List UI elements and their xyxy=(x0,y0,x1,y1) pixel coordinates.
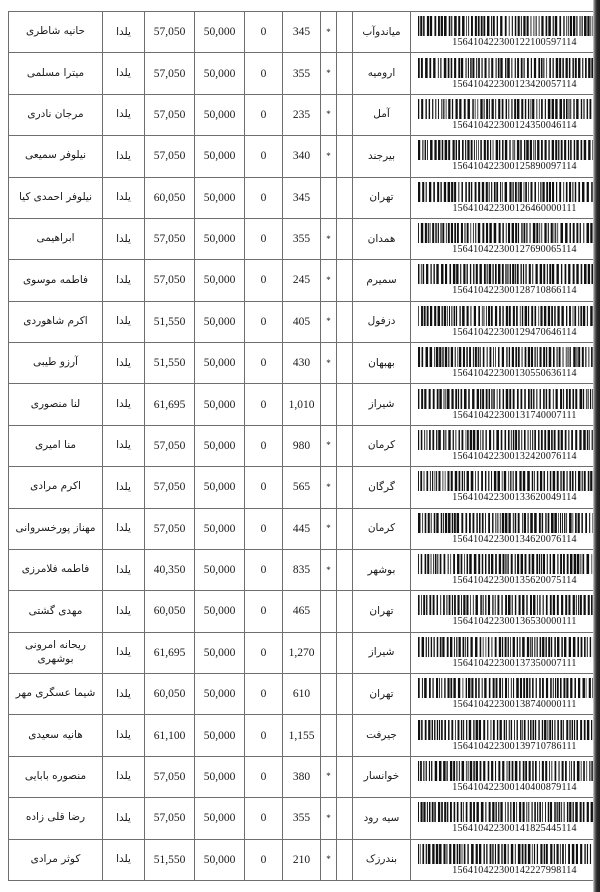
barcode-number: 156410422300130550636114 xyxy=(452,368,577,380)
barcode-number: 156410422300134620076114 xyxy=(452,533,577,545)
barcode-bars xyxy=(417,223,600,243)
discount-cell: 0 xyxy=(245,756,283,797)
brand-cell: یلدا xyxy=(103,177,145,218)
amount-primary-cell: 51,550 xyxy=(145,343,195,384)
quantity-cell: 445 xyxy=(283,508,321,549)
amount-primary-cell: 57,050 xyxy=(145,12,195,53)
amount-primary-cell: 57,050 xyxy=(145,53,195,94)
barcode-bars xyxy=(417,16,600,36)
barcode-bars xyxy=(417,678,600,698)
flag-asterisk-cell xyxy=(321,384,337,425)
amount-primary-cell: 61,100 xyxy=(145,715,195,756)
recipient-name-cell: اکرم شاهوردی xyxy=(9,301,103,342)
barcode-cell xyxy=(411,591,600,632)
quantity-cell: 565 xyxy=(283,467,321,508)
flag-asterisk-cell: * xyxy=(321,343,337,384)
brand-cell: یلدا xyxy=(103,508,145,549)
amount-primary-cell: 57,050 xyxy=(145,136,195,177)
barcode xyxy=(411,637,600,669)
discount-cell: 0 xyxy=(245,136,283,177)
barcode-cell xyxy=(411,301,600,342)
barcode-bars xyxy=(417,430,600,450)
barcode-number: 156410422300139710786111 xyxy=(452,740,577,752)
barcode-bars xyxy=(417,844,600,864)
flag-asterisk-cell: * xyxy=(321,53,337,94)
amount-secondary-cell: 50,000 xyxy=(195,467,245,508)
flag-asterisk-cell: * xyxy=(321,798,337,839)
flag-asterisk-cell: * xyxy=(321,839,337,880)
city-cell: بیرجند xyxy=(353,136,411,177)
city-cell: بوشهر xyxy=(353,549,411,590)
table-row[interactable] xyxy=(9,715,600,756)
blank-cell xyxy=(337,508,353,549)
quantity-cell: 380 xyxy=(283,756,321,797)
city-cell: بندرزک xyxy=(353,839,411,880)
barcode-number: 156410422300128710866114 xyxy=(452,285,577,297)
discount-cell: 0 xyxy=(245,715,283,756)
recipient-name-cell: منصوره بابایی xyxy=(9,756,103,797)
flag-asterisk-cell: * xyxy=(321,425,337,466)
table-row[interactable] xyxy=(9,549,600,590)
barcode-cell xyxy=(411,53,600,94)
barcode xyxy=(411,223,600,255)
table-row[interactable] xyxy=(9,674,600,715)
barcode-number: 156410422300138740000111 xyxy=(452,699,577,711)
table-row[interactable] xyxy=(9,508,600,549)
barcode-number: 156410422300140400879114 xyxy=(452,781,577,793)
flag-asterisk-cell xyxy=(321,177,337,218)
city-cell: آمل xyxy=(353,94,411,135)
manifest-table xyxy=(8,11,600,881)
blank-cell xyxy=(337,53,353,94)
page-edge-shadow xyxy=(593,0,600,892)
barcode xyxy=(411,720,600,752)
barcode-number: 156410422300132420076114 xyxy=(452,450,577,462)
discount-cell: 0 xyxy=(245,218,283,259)
brand-cell: یلدا xyxy=(103,798,145,839)
blank-cell xyxy=(337,591,353,632)
amount-primary-cell: 57,050 xyxy=(145,508,195,549)
barcode-bars xyxy=(417,58,600,78)
flag-asterisk-cell: * xyxy=(321,136,337,177)
amount-primary-cell: 60,050 xyxy=(145,177,195,218)
recipient-name-cell: ریحانه امرونی بوشهری xyxy=(9,632,103,673)
quantity-cell: 405 xyxy=(283,301,321,342)
barcode-number: 156410422300125890097114 xyxy=(452,161,577,173)
discount-cell: 0 xyxy=(245,177,283,218)
recipient-name-cell: میترا مسلمی xyxy=(9,53,103,94)
barcode xyxy=(411,182,600,214)
quantity-cell: 355 xyxy=(283,798,321,839)
discount-cell: 0 xyxy=(245,674,283,715)
amount-primary-cell: 51,550 xyxy=(145,301,195,342)
barcode-number: 156410422300137350007111 xyxy=(452,657,577,669)
amount-secondary-cell: 50,000 xyxy=(195,136,245,177)
blank-cell xyxy=(337,177,353,218)
barcode xyxy=(411,802,600,834)
table-row[interactable] xyxy=(9,343,600,384)
discount-cell: 0 xyxy=(245,94,283,135)
blank-cell xyxy=(337,12,353,53)
recipient-name-cell: مهناز پورخسروانی xyxy=(9,508,103,549)
city-cell: خوانسار xyxy=(353,756,411,797)
discount-cell: 0 xyxy=(245,591,283,632)
quantity-cell: 340 xyxy=(283,136,321,177)
barcode xyxy=(411,389,600,421)
flag-asterisk-cell xyxy=(321,591,337,632)
city-cell: گرگان xyxy=(353,467,411,508)
brand-cell: یلدا xyxy=(103,425,145,466)
table-row[interactable] xyxy=(9,218,600,259)
quantity-cell: 1,010 xyxy=(283,384,321,425)
amount-secondary-cell: 50,000 xyxy=(195,425,245,466)
barcode-cell xyxy=(411,12,600,53)
barcode-bars xyxy=(417,761,600,781)
discount-cell: 0 xyxy=(245,425,283,466)
quantity-cell: 610 xyxy=(283,674,321,715)
amount-primary-cell: 57,050 xyxy=(145,756,195,797)
recipient-name-cell: هانیه سعیدی xyxy=(9,715,103,756)
city-cell: تهران xyxy=(353,674,411,715)
quantity-cell: 1,270 xyxy=(283,632,321,673)
amount-primary-cell: 57,050 xyxy=(145,218,195,259)
barcode xyxy=(411,513,600,545)
barcode-cell xyxy=(411,839,600,880)
barcode-bars xyxy=(417,554,600,574)
amount-secondary-cell: 50,000 xyxy=(195,798,245,839)
amount-primary-cell: 57,050 xyxy=(145,94,195,135)
barcode-number: 156410422300122100597114 xyxy=(452,37,577,49)
barcode-cell xyxy=(411,715,600,756)
recipient-name-cell: مهدی گشتی xyxy=(9,591,103,632)
barcode-cell xyxy=(411,798,600,839)
flag-asterisk-cell: * xyxy=(321,218,337,259)
quantity-cell: 210 xyxy=(283,839,321,880)
recipient-name-cell: ابراهیمی xyxy=(9,218,103,259)
brand-cell: یلدا xyxy=(103,591,145,632)
brand-cell: یلدا xyxy=(103,260,145,301)
amount-secondary-cell: 50,000 xyxy=(195,674,245,715)
recipient-name-cell: فاطمه موسوی xyxy=(9,260,103,301)
barcode-number: 156410422300126460000111 xyxy=(452,202,577,214)
flag-asterisk-cell: * xyxy=(321,508,337,549)
flag-asterisk-cell: * xyxy=(321,467,337,508)
recipient-name-cell: منا امیری xyxy=(9,425,103,466)
amount-secondary-cell: 50,000 xyxy=(195,384,245,425)
discount-cell: 0 xyxy=(245,12,283,53)
discount-cell: 0 xyxy=(245,508,283,549)
recipient-name-cell: اکرم مرادی xyxy=(9,467,103,508)
barcode-bars xyxy=(417,389,600,409)
quantity-cell: 980 xyxy=(283,425,321,466)
city-cell: جیرفت xyxy=(353,715,411,756)
blank-cell xyxy=(337,715,353,756)
barcode-bars xyxy=(417,99,600,119)
table-row[interactable] xyxy=(9,12,600,53)
barcode-bars xyxy=(417,637,600,657)
amount-secondary-cell: 50,000 xyxy=(195,177,245,218)
brand-cell: یلدا xyxy=(103,343,145,384)
blank-cell xyxy=(337,260,353,301)
barcode-bars xyxy=(417,802,600,822)
blank-cell xyxy=(337,632,353,673)
barcode-cell xyxy=(411,136,600,177)
barcode-bars xyxy=(417,182,600,202)
quantity-cell: 835 xyxy=(283,549,321,590)
brand-cell: یلدا xyxy=(103,53,145,94)
barcode xyxy=(411,16,600,48)
amount-primary-cell: 40,350 xyxy=(145,549,195,590)
blank-cell xyxy=(337,467,353,508)
barcode-cell xyxy=(411,343,600,384)
barcode xyxy=(411,471,600,503)
barcode-cell xyxy=(411,756,600,797)
amount-secondary-cell: 50,000 xyxy=(195,632,245,673)
barcode-number: 156410422300123420057114 xyxy=(452,78,577,90)
manifest-body xyxy=(9,12,600,881)
barcode-bars xyxy=(417,347,600,367)
barcode xyxy=(411,844,600,876)
barcode-number: 156410422300127690065114 xyxy=(452,244,577,256)
discount-cell: 0 xyxy=(245,301,283,342)
barcode-cell xyxy=(411,260,600,301)
discount-cell: 0 xyxy=(245,467,283,508)
brand-cell: یلدا xyxy=(103,301,145,342)
barcode-cell xyxy=(411,94,600,135)
discount-cell: 0 xyxy=(245,798,283,839)
barcode-cell xyxy=(411,674,600,715)
amount-secondary-cell: 50,000 xyxy=(195,343,245,384)
barcode-cell xyxy=(411,467,600,508)
barcode xyxy=(411,58,600,90)
barcode xyxy=(411,678,600,710)
city-cell: تهران xyxy=(353,591,411,632)
blank-cell xyxy=(337,218,353,259)
amount-secondary-cell: 50,000 xyxy=(195,715,245,756)
amount-secondary-cell: 50,000 xyxy=(195,756,245,797)
table-row[interactable] xyxy=(9,839,600,880)
table-row[interactable] xyxy=(9,136,600,177)
table-row[interactable] xyxy=(9,177,600,218)
amount-primary-cell: 60,050 xyxy=(145,674,195,715)
recipient-name-cell: نیلوفر احمدی کیا xyxy=(9,177,103,218)
barcode-number: 156410422300131740007111 xyxy=(452,409,577,421)
brand-cell: یلدا xyxy=(103,218,145,259)
amount-secondary-cell: 50,000 xyxy=(195,260,245,301)
table-row[interactable] xyxy=(9,260,600,301)
recipient-name-cell: لنا منصوری xyxy=(9,384,103,425)
brand-cell: یلدا xyxy=(103,467,145,508)
recipient-name-cell: فاطمه فلامرزی xyxy=(9,549,103,590)
brand-cell: یلدا xyxy=(103,136,145,177)
barcode-cell xyxy=(411,508,600,549)
city-cell: دزفول xyxy=(353,301,411,342)
barcode-number: 156410422300124350046114 xyxy=(452,119,577,131)
barcode-number: 156410422300135620075114 xyxy=(452,575,577,587)
barcode xyxy=(411,140,600,172)
flag-asterisk-cell: * xyxy=(321,12,337,53)
quantity-cell: 345 xyxy=(283,12,321,53)
barcode xyxy=(411,347,600,379)
discount-cell: 0 xyxy=(245,343,283,384)
recipient-name-cell: حانیه شاطری xyxy=(9,12,103,53)
discount-cell: 0 xyxy=(245,632,283,673)
table-row[interactable] xyxy=(9,798,600,839)
city-cell: تهران xyxy=(353,177,411,218)
discount-cell: 0 xyxy=(245,384,283,425)
blank-cell xyxy=(337,301,353,342)
blank-cell xyxy=(337,136,353,177)
recipient-name-cell: نیلوفر سمیعی xyxy=(9,136,103,177)
brand-cell: یلدا xyxy=(103,756,145,797)
amount-secondary-cell: 50,000 xyxy=(195,508,245,549)
flag-asterisk-cell xyxy=(321,632,337,673)
city-cell: شیراز xyxy=(353,384,411,425)
amount-secondary-cell: 50,000 xyxy=(195,12,245,53)
discount-cell: 0 xyxy=(245,839,283,880)
amount-primary-cell: 61,695 xyxy=(145,384,195,425)
brand-cell: یلدا xyxy=(103,549,145,590)
quantity-cell: 235 xyxy=(283,94,321,135)
flag-asterisk-cell: * xyxy=(321,260,337,301)
blank-cell xyxy=(337,756,353,797)
blank-cell xyxy=(337,343,353,384)
table-row[interactable] xyxy=(9,425,600,466)
barcode-bars xyxy=(417,513,600,533)
barcode-bars xyxy=(417,306,600,326)
recipient-name-cell: رضا قلی زاده xyxy=(9,798,103,839)
barcode xyxy=(411,761,600,793)
city-cell: کرمان xyxy=(353,508,411,549)
barcode xyxy=(411,430,600,462)
barcode-cell xyxy=(411,218,600,259)
blank-cell xyxy=(337,384,353,425)
brand-cell: یلدا xyxy=(103,384,145,425)
amount-primary-cell: 61,695 xyxy=(145,632,195,673)
barcode xyxy=(411,306,600,338)
city-cell: شیراز xyxy=(353,632,411,673)
amount-primary-cell: 57,050 xyxy=(145,425,195,466)
barcode-bars xyxy=(417,264,600,284)
barcode-number: 156410422300129470646114 xyxy=(452,326,577,338)
flag-asterisk-cell: * xyxy=(321,94,337,135)
city-cell: سمیرم xyxy=(353,260,411,301)
quantity-cell: 355 xyxy=(283,53,321,94)
amount-secondary-cell: 50,000 xyxy=(195,218,245,259)
amount-primary-cell: 57,050 xyxy=(145,467,195,508)
barcode-number: 156410422300141825445114 xyxy=(452,823,577,835)
brand-cell: یلدا xyxy=(103,674,145,715)
barcode-cell xyxy=(411,177,600,218)
amount-secondary-cell: 50,000 xyxy=(195,301,245,342)
barcode-bars xyxy=(417,140,600,160)
discount-cell: 0 xyxy=(245,53,283,94)
recipient-name-cell: کوثر مرادی xyxy=(9,839,103,880)
barcode-bars xyxy=(417,471,600,491)
recipient-name-cell: مرجان نادری xyxy=(9,94,103,135)
table-row[interactable] xyxy=(9,301,600,342)
flag-asterisk-cell xyxy=(321,715,337,756)
barcode-bars xyxy=(417,720,600,740)
blank-cell xyxy=(337,425,353,466)
barcode xyxy=(411,99,600,131)
barcode xyxy=(411,264,600,296)
quantity-cell: 1,155 xyxy=(283,715,321,756)
barcode-cell xyxy=(411,425,600,466)
blank-cell xyxy=(337,94,353,135)
table-row[interactable] xyxy=(9,591,600,632)
table-row[interactable] xyxy=(9,756,600,797)
table-row[interactable] xyxy=(9,53,600,94)
barcode-cell xyxy=(411,384,600,425)
amount-secondary-cell: 50,000 xyxy=(195,53,245,94)
blank-cell xyxy=(337,549,353,590)
table-row[interactable] xyxy=(9,384,600,425)
city-cell: بهبهان xyxy=(353,343,411,384)
quantity-cell: 345 xyxy=(283,177,321,218)
barcode-cell xyxy=(411,632,600,673)
barcode xyxy=(411,595,600,627)
brand-cell: یلدا xyxy=(103,715,145,756)
amount-primary-cell: 57,050 xyxy=(145,798,195,839)
barcode-bars xyxy=(417,595,600,615)
city-cell: کرمان xyxy=(353,425,411,466)
brand-cell: یلدا xyxy=(103,94,145,135)
barcode-number: 156410422300142227998114 xyxy=(452,864,577,876)
city-cell: همدان xyxy=(353,218,411,259)
recipient-name-cell: آرزو طیبی xyxy=(9,343,103,384)
barcode xyxy=(411,554,600,586)
amount-secondary-cell: 50,000 xyxy=(195,549,245,590)
amount-primary-cell: 51,550 xyxy=(145,839,195,880)
brand-cell: یلدا xyxy=(103,12,145,53)
table-row[interactable] xyxy=(9,632,600,673)
recipient-name-cell: شیما عسگری مهر xyxy=(9,674,103,715)
flag-asterisk-cell: * xyxy=(321,756,337,797)
quantity-cell: 245 xyxy=(283,260,321,301)
flag-asterisk-cell: * xyxy=(321,549,337,590)
city-cell: ارومیه xyxy=(353,53,411,94)
barcode-number: 156410422300136530000111 xyxy=(452,616,577,628)
quantity-cell: 355 xyxy=(283,218,321,259)
amount-primary-cell: 57,050 xyxy=(145,260,195,301)
blank-cell xyxy=(337,839,353,880)
amount-primary-cell: 60,050 xyxy=(145,591,195,632)
discount-cell: 0 xyxy=(245,549,283,590)
flag-asterisk-cell xyxy=(321,674,337,715)
discount-cell: 0 xyxy=(245,260,283,301)
quantity-cell: 465 xyxy=(283,591,321,632)
barcode-cell xyxy=(411,549,600,590)
table-row[interactable] xyxy=(9,467,600,508)
flag-asterisk-cell: * xyxy=(321,301,337,342)
barcode-number: 156410422300133620049114 xyxy=(452,492,577,504)
brand-cell: یلدا xyxy=(103,839,145,880)
blank-cell xyxy=(337,798,353,839)
amount-secondary-cell: 50,000 xyxy=(195,839,245,880)
amount-secondary-cell: 50,000 xyxy=(195,94,245,135)
amount-secondary-cell: 50,000 xyxy=(195,591,245,632)
city-cell: سیه رود xyxy=(353,798,411,839)
brand-cell: یلدا xyxy=(103,632,145,673)
blank-cell xyxy=(337,674,353,715)
city-cell: میاندوآب xyxy=(353,12,411,53)
table-row[interactable] xyxy=(9,94,600,135)
quantity-cell: 430 xyxy=(283,343,321,384)
